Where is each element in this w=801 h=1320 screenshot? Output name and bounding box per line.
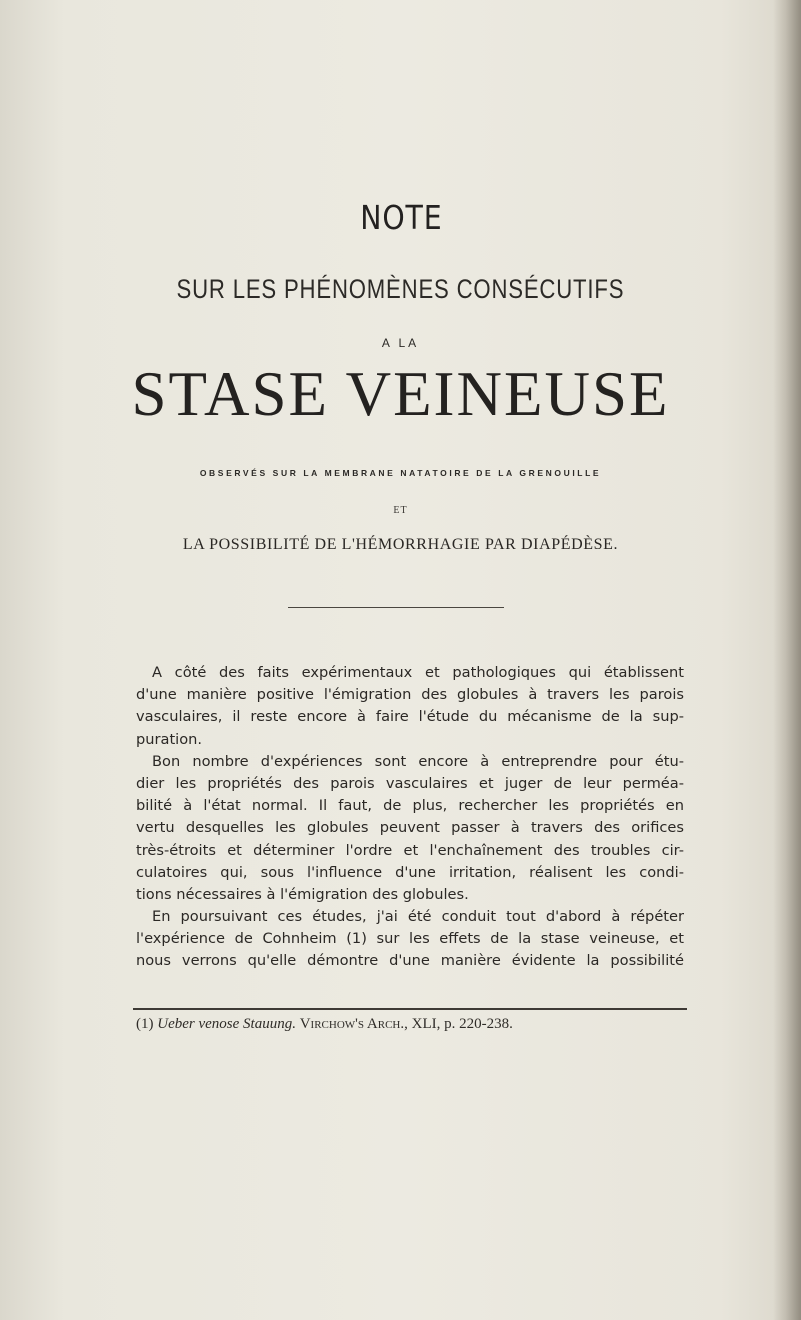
body-line: très-étroits et déterminer l'ordre et l'enchaînement des troubles cir-	[136, 841, 684, 859]
footnote-source: Virchow's Arch.,	[299, 1016, 408, 1032]
body-line: bilité à l'état normal. Il faut, de plus, rechercher les propriétés en	[136, 797, 684, 815]
body-line: tions nécessaires à l'émigration des globules.	[136, 885, 469, 903]
body-line: l'expérience de Cohnheim (1) sur les effets de la stase veineuse, et	[136, 930, 684, 948]
body-line: En poursuivant ces études, j'ai été conduit tout d'abord à répéter	[152, 908, 684, 926]
body-line: nous verrons qu'elle démontre d'une manière évidente la possibilité	[136, 952, 684, 970]
footnote-divider	[133, 1008, 687, 1010]
body-line: dier les propriétés des parois vasculaires et juger de leur perméa-	[136, 774, 684, 792]
body-line: d'une manière positive l'émigration des globules à travers les parois	[136, 686, 684, 704]
body-line: A côté des faits expérimentaux et pathologiques qui établissent	[152, 664, 684, 681]
title-divider	[288, 607, 504, 608]
title-note: NOTE	[360, 198, 443, 237]
body-paragraphs	[136, 662, 684, 973]
body-line: vertu desquelles les globules peuvent passer à travers des orifices	[136, 819, 684, 837]
title-observes: OBSERVÉS SUR LA MEMBRANE NATATOIRE DE LA GRENOUILLE	[199, 468, 602, 478]
footnote-marker: (1)	[136, 1016, 154, 1032]
title-subject: SUR LES PHÉNOMÈNES CONSÉCUTIFS	[176, 274, 625, 304]
title-possibilite: LA POSSIBILITÉ DE L'HÉMORRHAGIE PAR DIAPÉDÈSE.	[182, 536, 619, 553]
footnote	[136, 1016, 696, 1033]
title-main: STASE VEINEUSE	[131, 359, 670, 429]
footnote-reference: XLI, p. 220-238.	[411, 1016, 513, 1032]
body-line: puration.	[136, 730, 203, 748]
footnote-title: Ueber venose Stauung.	[157, 1016, 296, 1032]
body-line: culatoires qui, sous l'influence d'une irritation, réalisent les condi-	[136, 863, 684, 881]
body-line: vasculaires, il reste encore à faire l'étude du mécanisme de la sup-	[136, 708, 684, 726]
title-a-la: A LA	[381, 336, 420, 350]
page-edge-shadow	[773, 0, 801, 1320]
body-line: Bon nombre d'expériences sont encore à entreprendre pour étu-	[152, 752, 684, 770]
title-et: ET	[393, 505, 408, 516]
